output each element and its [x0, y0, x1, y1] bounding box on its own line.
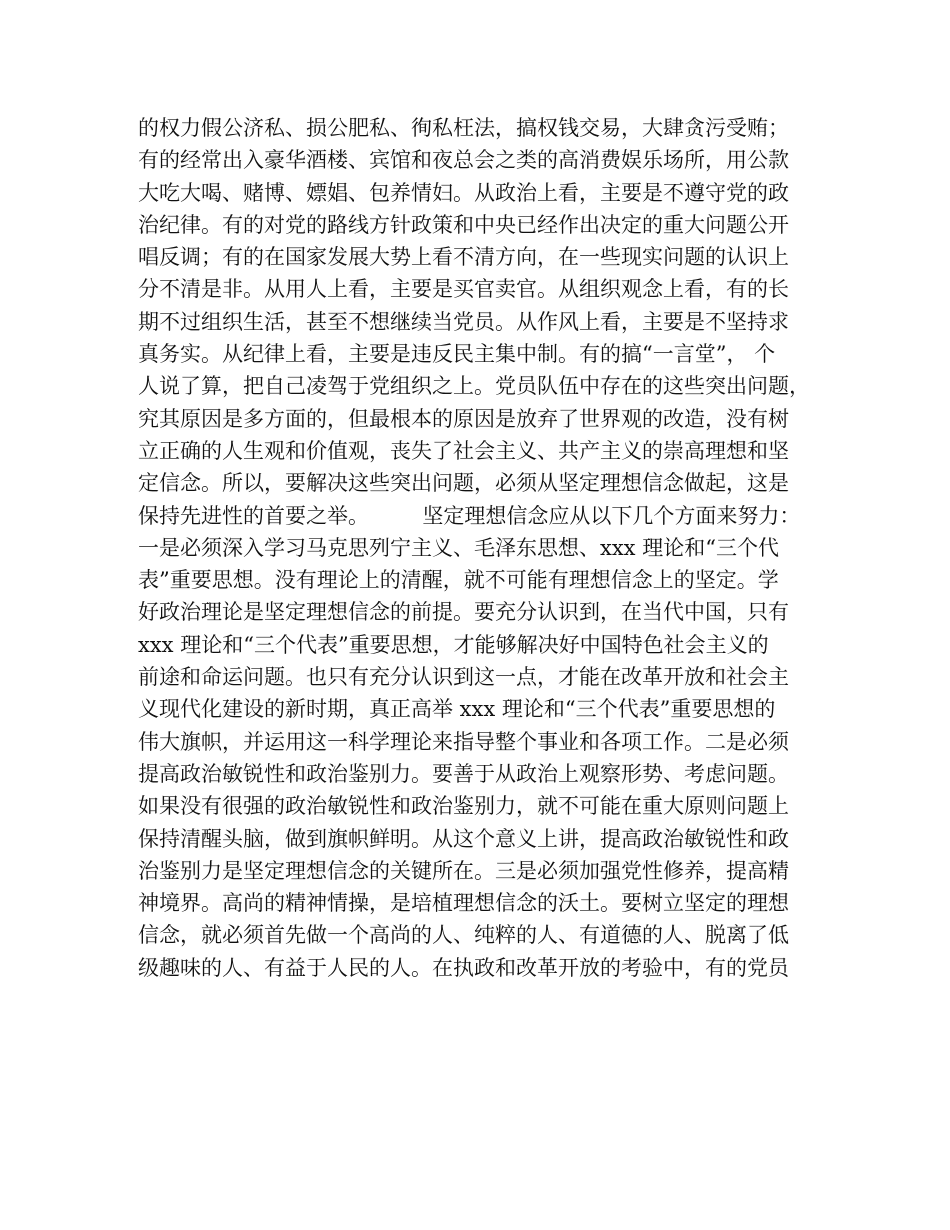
- text-line: 立正确的人生观和价值观，丧失了社会主义、共产主义的崇高理想和坚: [138, 438, 789, 463]
- text-line: 提高政治敏锐性和政治鉴别力。要善于从政治上观察形势、考虑问题。: [138, 761, 789, 786]
- text-line: 神境界。高尚的精神情操，是培植理想信念的沃土。要树立坚定的理想: [138, 891, 789, 916]
- text-line: 前途和命运问题。也只有充分认识到这一点，才能在改革开放和社会主: [138, 665, 789, 690]
- text-line: 保持清醒头脑，做到旗帜鲜明。从这个意义上讲，提高政治敏锐性和政: [138, 826, 789, 851]
- text-line: 一是必须深入学习马克思列宁主义、毛泽东思想、xxx 理论和“三个代: [138, 535, 779, 560]
- text-line: 级趣味的人、有益于人民的人。在执政和改革开放的考验中，有的党员: [138, 955, 789, 980]
- text-line: 好政治理论是坚定理想信念的前提。要充分认识到，在当代中国，只有: [138, 600, 789, 625]
- text-line: 有的经常出入豪华酒楼、宾馆和夜总会之类的高消费娱乐场所，用公款: [138, 148, 789, 173]
- text-line: 究其原因是多方面的，但最根本的原因是放弃了世界观的改造，没有树: [138, 406, 789, 431]
- text-line: 如果没有很强的政治敏锐性和政治鉴别力，就不可能在重大原则问题上: [138, 794, 789, 819]
- text-line: xxx 理论和“三个代表”重要思想，才能够解决好中国特色社会主义的: [138, 632, 769, 657]
- text-line: 保持先进性的首要之举。 坚定理想信念应从以下几个方面来努力：: [138, 503, 801, 528]
- text-line: 表”重要思想。没有理论上的清醒，就不可能有理想信念上的坚定。学: [138, 568, 779, 593]
- text-line: 期不过组织生活，甚至不想继续当党员。从作风上看，主要是不坚持求: [138, 309, 789, 334]
- text-line: 伟大旗帜，并运用这一科学理论来指导整个事业和各项工作。二是必须: [138, 729, 789, 754]
- text-line: 唱反调；有的在国家发展大势上看不清方向，在一些现实问题的认识上: [138, 245, 789, 270]
- text-line: 真务实。从纪律上看，主要是违反民主集中制。有的搞“一言堂”， 个: [138, 342, 776, 367]
- text-line: 大吃大喝、赌博、嫖娼、包养情妇。从政治上看，主要是不遵守党的政: [138, 180, 789, 205]
- body-text: [138, 112, 822, 984]
- text-line: 治鉴别力是坚定理想信念的关键所在。三是必须加强党性修养，提高精: [138, 858, 789, 883]
- text-line: 信念，就必须首先做一个高尚的人、纯粹的人、有道德的人、脱离了低: [138, 923, 789, 948]
- text-line: 分不清是非。从用人上看，主要是买官卖官。从组织观念上看，有的长: [138, 277, 789, 302]
- text-line: 定信念。所以，要解决这些突出问题，必须从坚定理想信念做起，这是: [138, 471, 789, 496]
- text-line: 人说了算，把自己凌驾于党组织之上。党员队伍中存在的这些突出问题，: [138, 374, 810, 399]
- text-line: 的权力假公济私、损公肥私、徇私枉法，搞权钱交易，大肆贪污受贿；: [138, 116, 789, 140]
- text-line: 义现代化建设的新时期，真正高举 xxx 理论和“三个代表”重要思想的: [138, 697, 776, 722]
- text-line: 治纪律。有的对党的路线方针政策和中央已经作出决定的重大问题公开: [138, 212, 789, 237]
